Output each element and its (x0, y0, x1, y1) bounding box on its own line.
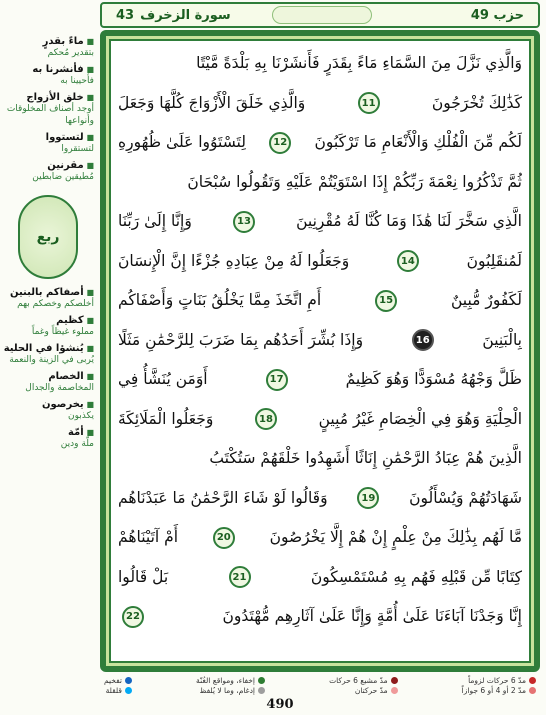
legend-group (104, 676, 132, 695)
text-line (118, 479, 522, 519)
legend-group (196, 676, 265, 695)
gloss-entry (2, 343, 94, 366)
text-line (118, 84, 522, 124)
text-line (118, 400, 522, 440)
ayah-number-marker: 21 (229, 566, 251, 588)
legend-label: تفخيم (104, 675, 122, 685)
verse-text: أَمِ اتَّخَذَ مِمَّا يَخْلُقُ بَنَاتٍ وَأَصْفَاكُم (118, 291, 322, 309)
verse-text: ظَلَّ وَجْهُهُ مُسْوَدًّا وَهُوَ كَظِيمٌ (345, 370, 522, 388)
verse-text: الَّذِينَ هُمْ عِبَادُ الرَّحْمَٰنِ إِنَاثًا أَشَهِدُوا خَلْقَهُمْ سَتُكْتَبُ (209, 449, 522, 467)
ayah-number-marker: 11 (358, 92, 380, 114)
verse-text: الْحِلْيَةِ وَهُوَ فِي الْخِصَامِ غَيْرُ مُبِينٍ (318, 409, 522, 428)
gloss-word: ■ يخرصون (2, 399, 94, 410)
legend-label: مدّ حركتان (354, 685, 388, 695)
verse-text: إِنَّا وَجَدْنَا آبَاءَنَا عَلَىٰ أُمَّةٍ وَإِنَّا عَلَىٰ آثَارِهِم مُّهْتَدُونَ (222, 607, 522, 625)
gloss-word: ■ أصفاكم بالبنين (2, 287, 94, 298)
surah-name: سورة الزخرف (140, 7, 231, 23)
legend-color-dot (125, 677, 132, 684)
verse-text: لَمُنقَلِبُونَ (466, 251, 522, 270)
text-line (118, 281, 522, 321)
text-frame (100, 30, 540, 672)
tajweed-legend (100, 674, 540, 696)
gloss-definition: مُطيقين ضابطين (32, 172, 94, 182)
gloss-word: ■ لتستووا (2, 132, 94, 143)
verse-text: مَّا لَهُم بِذَٰلِكَ مِنْ عِلْمٍ إِنْ هُمْ إِلَّا يَخْرُصُونَ (269, 528, 522, 546)
gloss-word: ■ كظيم (2, 315, 94, 326)
verse-text: وَجَعَلُوا لَهُ مِنْ عِبَادِهِ جُزْءًا إِنَّ الْإِنسَانَ (118, 251, 350, 270)
gloss-definition: ملّة ودين (60, 439, 94, 449)
ayah-number-marker: 16 (412, 329, 434, 351)
verse-text: وَالَّذِي نَزَّلَ مِنَ السَّمَاءِ مَاءً بِقَدَرٍ فَأَنشَرْنَا بِهِ بَلْدَةً مَّيْتًا (196, 54, 522, 72)
gloss-entry (2, 287, 94, 310)
verse-text: بِالْبَنِينَ (482, 330, 522, 349)
text-line (118, 44, 522, 84)
verse-text: لَكَفُورٌ مُّبِينٌ (451, 291, 522, 309)
legend-item (329, 686, 398, 695)
verse-text: كِتَابًا مِّن قَبْلِهِ فَهُم بِهِ مُسْتَمْسِكُونَ (310, 567, 522, 586)
ayah-number-marker: 17 (266, 369, 288, 391)
gloss-word: ■ الخصام (2, 371, 94, 382)
gloss-word: ■ أمّة (2, 427, 94, 438)
verse-text: وَالَّذِي خَلَقَ الْأَزْوَاجَ كُلَّهَا وَجَعَلَ (118, 93, 306, 112)
legend-item (104, 676, 132, 685)
surah-number: 43 (116, 7, 135, 23)
page-header (100, 2, 540, 28)
gloss-entry (2, 132, 94, 155)
legend-label: مدّ مشبع 6 حركات (329, 675, 388, 685)
header-ornament (272, 6, 372, 24)
verse-text: شَهَادَتُهُمْ وَيُسْأَلُونَ (409, 488, 522, 507)
legend-label: إخفاء، ومواقع الغُنّة (196, 675, 256, 685)
legend-item (329, 676, 398, 685)
text-line (118, 558, 522, 598)
legend-item (104, 686, 132, 695)
ayah-number-marker: 13 (233, 211, 255, 233)
legend-color-dot (125, 687, 132, 694)
gloss-word: ■ يُنشؤا في الحلية (2, 343, 94, 354)
legend-color-dot (391, 677, 398, 684)
gloss-entry (2, 92, 94, 127)
gloss-entry (2, 371, 94, 394)
gloss-definition: يكذبون (68, 411, 94, 421)
verse-text: وَجَعَلُوا الْمَلَائِكَةَ (118, 409, 214, 428)
verse-text: أَمْ آتَيْنَاهُمْ (118, 528, 179, 546)
gloss-definition: يُربى في الزينة والنعمة (9, 355, 94, 365)
verse-text: كَذَٰلِكَ تُخْرَجُونَ (431, 93, 522, 112)
gloss-word: ■ مقرنين (2, 160, 94, 171)
text-line (118, 163, 522, 203)
legend-color-dot (391, 687, 398, 694)
legend-item (462, 686, 536, 695)
text-line (118, 439, 522, 479)
gloss-definition: أوجد أصناف المخلوقات وأنواعها (6, 104, 94, 126)
legend-label: مدّ 2 أو 4 أو 6 جوازاً (461, 685, 526, 695)
text-line (118, 518, 522, 558)
gloss-entry (2, 160, 94, 183)
gloss-word: ■ خلق الأزواج (2, 92, 94, 103)
gloss-word: ■ فأنشرنا به (2, 64, 94, 75)
ayah-number-marker: 12 (269, 132, 291, 154)
legend-label: إدغام، وما لا يُلفظ (199, 685, 256, 695)
verse-text: لَكُم مِّنَ الْفُلْكِ وَالْأَنْعَامِ مَا تَرْكَبُونَ (314, 133, 522, 151)
surah-label (116, 8, 231, 23)
gloss-entry (2, 315, 94, 338)
legend-color-dot (529, 677, 536, 684)
hizb-label (471, 8, 524, 23)
legend-group (329, 676, 398, 695)
legend-label: قلقلة (105, 685, 122, 695)
gloss-entry (2, 36, 94, 59)
legend-item (196, 676, 265, 685)
hizb-text: حزب 49 (470, 7, 524, 23)
rub-medallion (18, 195, 78, 279)
legend-color-dot (258, 687, 265, 694)
legend-item (196, 686, 265, 695)
text-line (118, 597, 522, 637)
page-number: 490 (266, 697, 294, 712)
text-line (118, 123, 522, 163)
ayah-number-marker: 18 (255, 408, 277, 430)
legend-item (462, 676, 536, 685)
verse-text: أَوَمَن يُنَشَّأُ فِي (118, 370, 208, 388)
glossary-top (2, 36, 94, 183)
ayah-number-marker: 19 (357, 487, 379, 509)
gloss-entry (2, 399, 94, 422)
gloss-word: ■ ماءً بقدرٍ (2, 36, 94, 47)
gloss-definition: أخلصكم وخصكم بهم (17, 299, 94, 309)
ayah-number-marker: 14 (397, 250, 419, 272)
ayah-number-marker: 15 (375, 290, 397, 312)
text-line (118, 360, 522, 400)
gloss-definition: المخاصمة والجدال (25, 383, 94, 393)
verse-text: وَقَالُوا لَوْ شَاءَ الرَّحْمَٰنُ مَا عَبَدْنَاهُم (118, 488, 328, 507)
verse-text: بَلْ قَالُوا (118, 567, 169, 586)
verse-text: لِتَسْتَوُوا عَلَىٰ ظُهُورِهِ (118, 133, 246, 151)
gloss-entry (2, 64, 94, 87)
gloss-entry (2, 427, 94, 450)
ayah-number-marker: 20 (213, 527, 235, 549)
verse-text: وَإِنَّا إِلَىٰ رَبِّنَا (118, 212, 192, 230)
legend-color-dot (258, 677, 265, 684)
text-line (118, 202, 522, 242)
gloss-definition: مملوء غيظاً وغماً (31, 327, 94, 337)
text-line (118, 321, 522, 361)
verse-text: وَإِذَا بُشِّرَ أَحَدُهُم بِمَا ضَرَبَ لِلرَّحْمَٰنِ مَثَلًا (118, 330, 364, 349)
quran-text (118, 44, 522, 658)
verse-text: ثُمَّ تَذْكُرُوا نِعْمَةَ رَبِّكُمْ إِذَا اسْتَوَيْتُمْ عَلَيْهِ وَتَقُولُوا سُبْحَانَ (187, 172, 522, 191)
legend-color-dot (529, 687, 536, 694)
medallion-text: ربع (36, 229, 60, 245)
gloss-definition: فأحيينا به (60, 76, 94, 86)
text-line (118, 242, 522, 282)
gloss-definition: بتقدير مُحكم (47, 48, 94, 58)
legend-label: مدّ 6 حركات لزوماً (468, 675, 526, 685)
verse-text: الَّذِي سَخَّرَ لَنَا هَٰذَا وَمَا كُنَّا لَهُ مُقْرِنِينَ (296, 212, 522, 230)
glossary-bottom (2, 287, 94, 450)
glossary-column (0, 30, 98, 670)
gloss-definition: لتستقروا (61, 144, 94, 154)
legend-group (462, 676, 536, 695)
ayah-number-marker: 22 (122, 606, 144, 628)
